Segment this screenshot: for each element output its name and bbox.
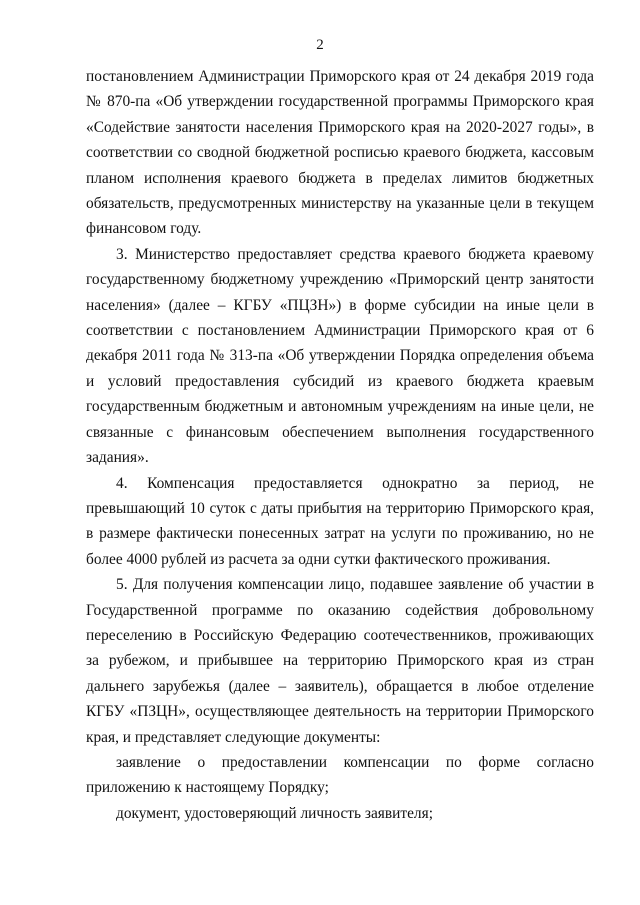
document-list-item-application: заявление о предоставлении компенсации по форме согласно приложению к настоящему Порядку; — [86, 753, 594, 797]
document-list-item-identity: документ, удостоверяющий личность заявителя; — [116, 804, 433, 822]
page-number: 2 — [316, 37, 324, 53]
document-body — [86, 64, 594, 826]
paragraph-item-5: 5. Для получения компенсации лицо, подавшее заявление об участии в Государственной программе по оказанию содействия добровольному переселению в Российскую Федерацию соотечественников, проживающих за рубежом, и прибывшее на территорию Приморского края из стран дальнего зарубежья (далее – заявитель), обращается в любое отделение КГБУ «ПЗЦН», осуществляющее деятельность на территории Приморского края, и представляет следующие документы: — [86, 576, 594, 746]
paragraph-item-4: 4. Компенсация предоставляется однократно за период, не превышающий 10 суток с даты прибытия на территорию Приморского края, в размере фактически понесенных затрат на услуги по проживанию, но не более 4000 рублей из расчета за одни сутки фактического проживания. — [86, 474, 594, 568]
paragraph-item-3: 3. Министерство предоставляет средства краевого бюджета краевому государственному бюджетному учреждению «Приморский центр занятости населения» (далее – КГБУ «ПЦЗН») в форме субсидии на иные цели в соответствии с постановлением Администрации Приморского края от 6 декабря 2011 года № 313-па «Об утверждении Порядка определения объема и условий предоставления субсидий из краевого бюджета краевым государственным бюджетным и автономным учреждениям на иные цели, не связанные с финансовым обеспечением выполнения государственного задания». — [86, 245, 594, 467]
paragraph-continuation: постановлением Администрации Приморского края от 24 декабря 2019 года № 870-па «Об утверждении государственной программы Приморского края «Содействие занятости населения Приморского края на 2020-2027 годы», в соответствии со сводной бюджетной росписью краевого бюджета, кассовым планом исполнения краевого бюджета в пределах лимитов бюджетных обязательств, предусмотренных министерству на указанные цели в текущем финансовом году. — [86, 68, 594, 238]
